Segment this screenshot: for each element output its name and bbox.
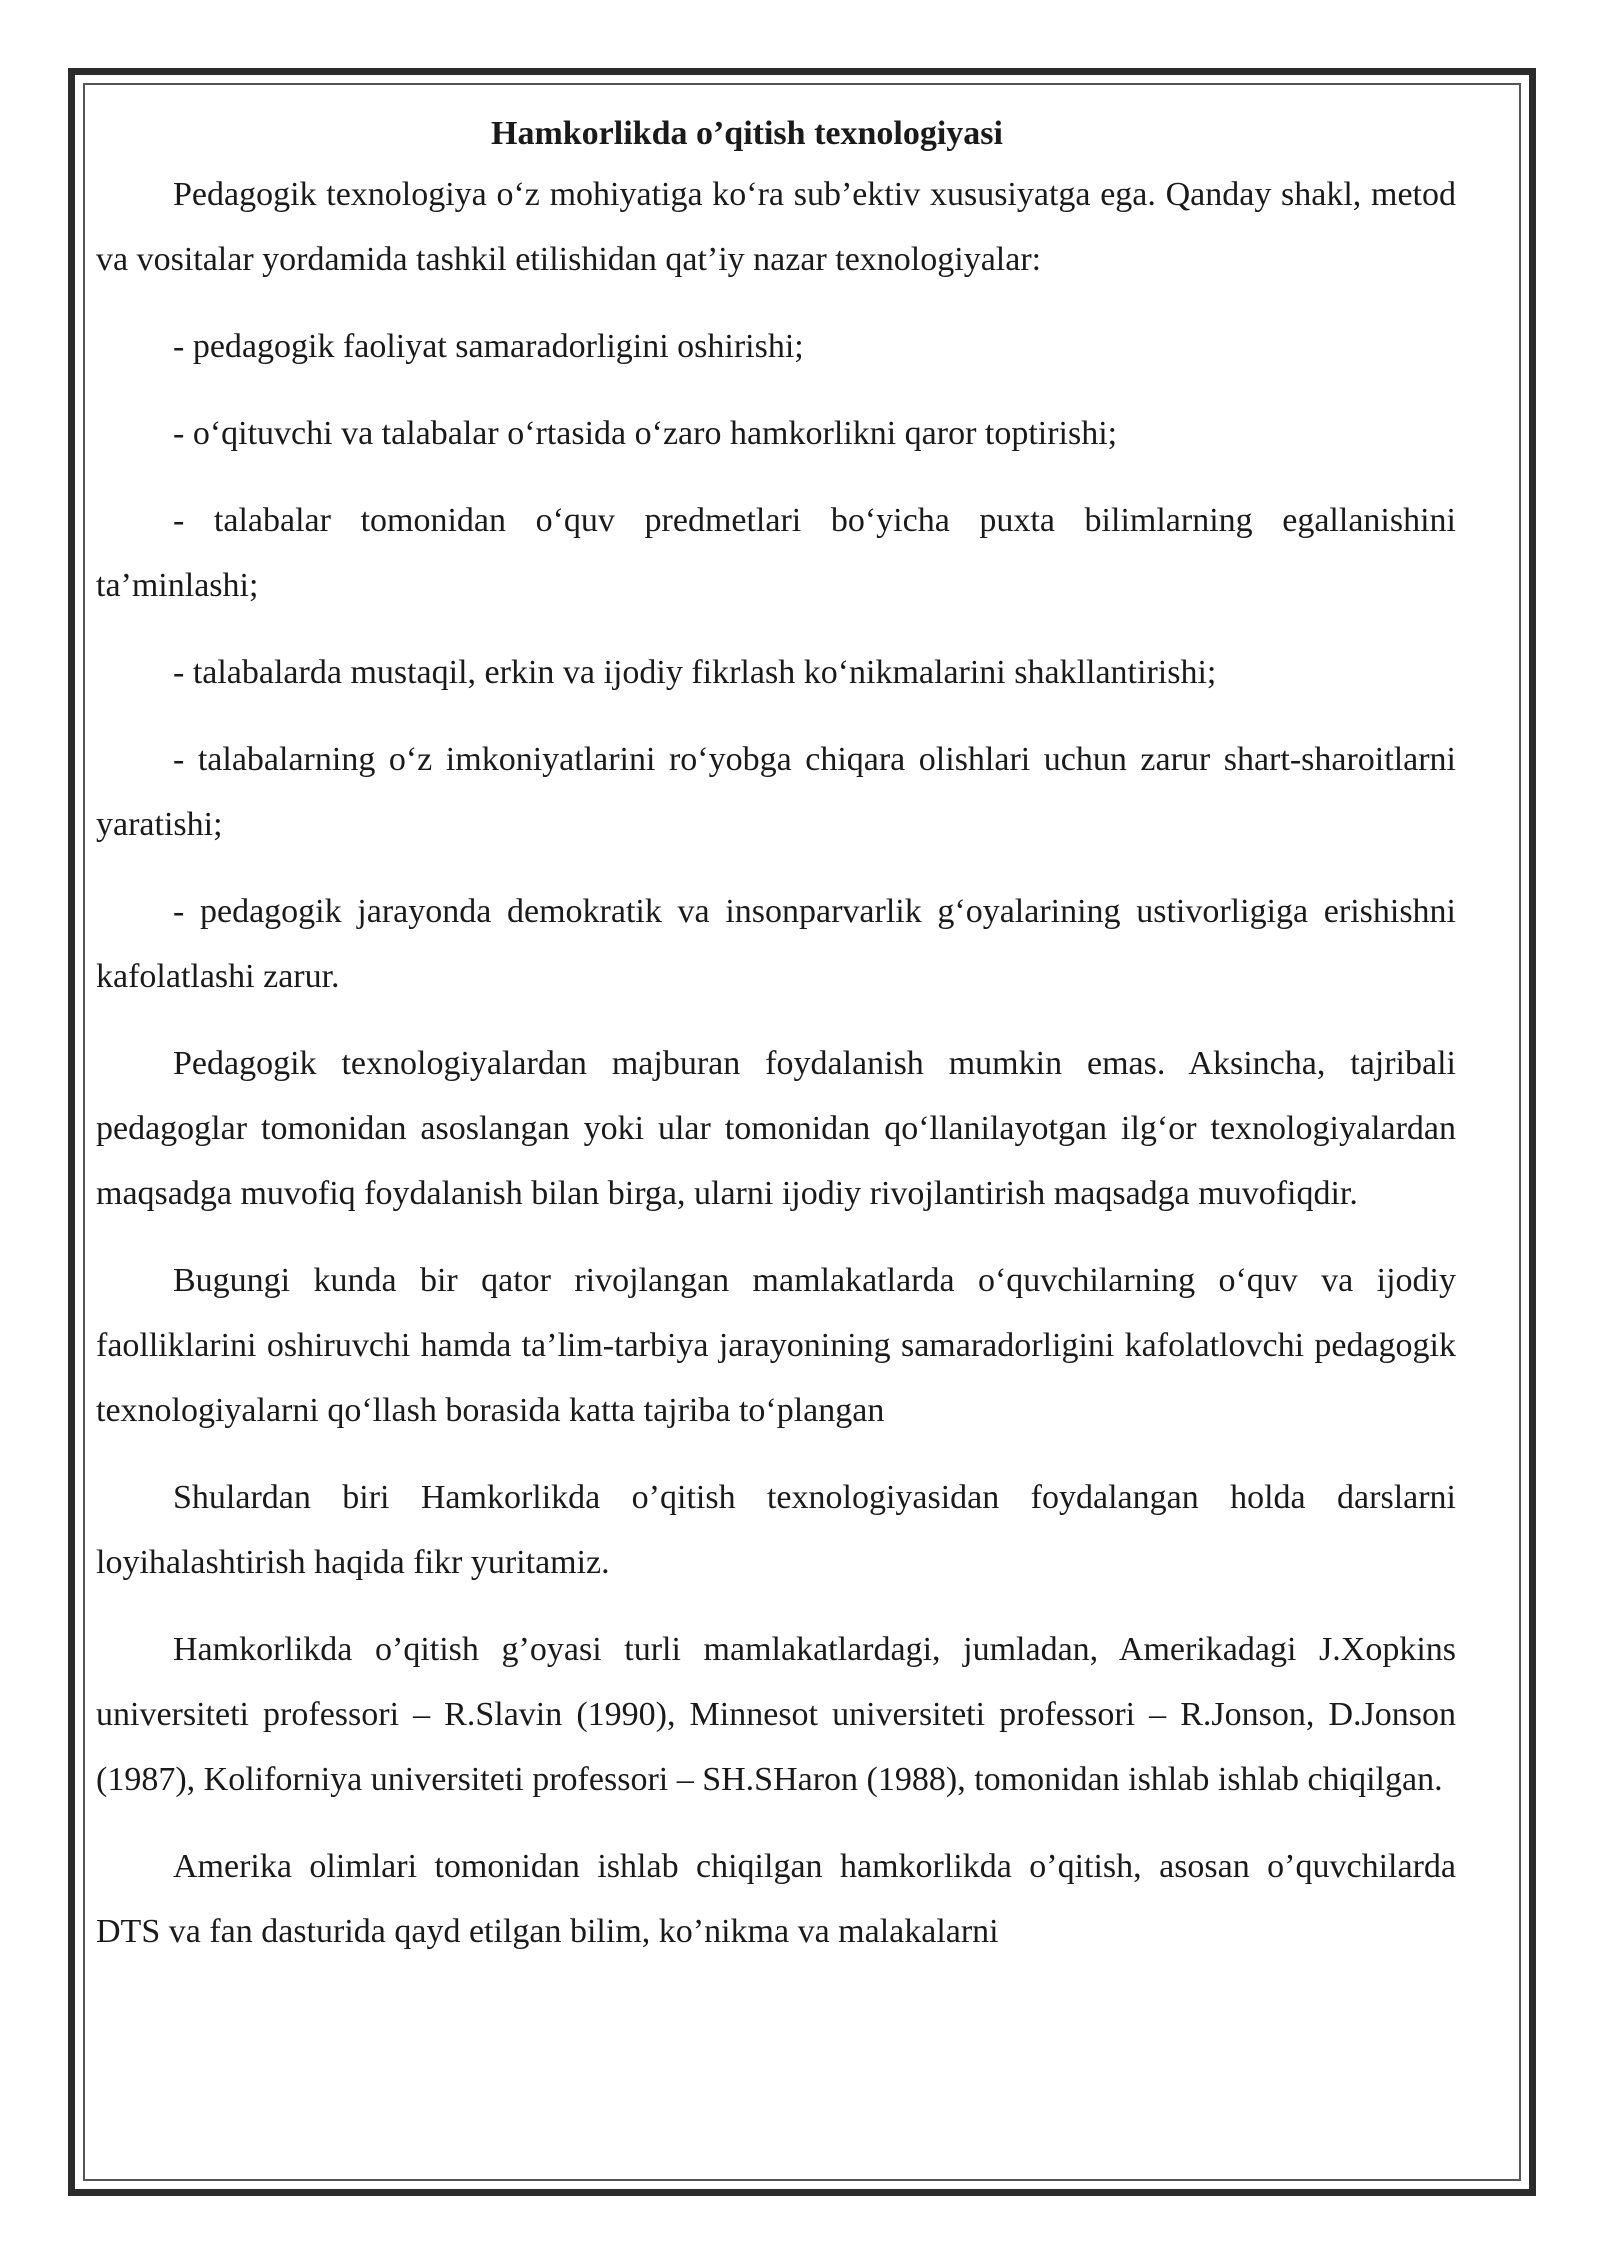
list-item: - pedagogik faoliyat samaradorligini oshirishi; xyxy=(173,328,804,365)
list-item: - talabalarda mustaqil, erkin va ijodiy fikrlash ko‘nikmalarini shakllantirishi; xyxy=(173,654,1217,691)
paragraph: Shulardan biri Hamkorlikda o’qitish texnologiyasidan foydalangan holda darslarni loyihalashtirish haqida fikr yuritamiz. xyxy=(96,1479,1456,1581)
paragraph: Hamkorlikda o’qitish g’oyasi turli mamlakatlardagi, jumladan, Amerikadagi J.Xopkins universiteti professori – R.Slavin (1990), Minnesot universiteti professori – R.Jonson, D.Jonson (1987), Koliforniya universiteti professori – SH.SHaron (1988), tomonidan ishlab ishlab chiqilgan. xyxy=(96,1631,1456,1798)
paragraph: Amerika olimlari tomonidan ishlab chiqilgan hamkorlikda o’qitish, asosan o’quvchilarda DTS va fan dasturida qayd etilgan bilim, ko’nikma va malakalarni xyxy=(96,1848,1456,1950)
document-title: Hamkorlikda o’qitish texnologiyasi xyxy=(491,115,1003,152)
paragraph: Bugungi kunda bir qator rivojlangan mamlakatlarda o‘quvchilarning o‘quv va ijodiy faolliklarini oshiruvchi hamda ta’lim-tarbiya jarayonining samaradorligini kafolatlovchi pedagogik texnologiyalarni qo‘llash borasida katta tajriba to‘plangan xyxy=(96,1262,1456,1429)
list-item: - o‘qituvchi va talabalar o‘rtasida o‘zaro hamkorlikni qaror toptirishi; xyxy=(173,415,1118,452)
paragraph: Pedagogik texnologiyalardan majburan foydalanish mumkin emas. Aksincha, tajribali pedagoglar tomonidan asoslangan yoki ular tomonidan qo‘llanilayotgan ilg‘or texnologiyalardan maqsadga muvofiq foydalanish bilan birga, ularni ijodiy rivojlantirish maqsadga muvofiqdir. xyxy=(96,1045,1456,1212)
list-item: - talabalarning o‘z imkoniyatlarini ro‘yobga chiqara olishlari uchun zarur shart-sharoitlarni yaratishi; xyxy=(96,741,1456,843)
document-body xyxy=(96,112,1456,1986)
paragraph-intro: Pedagogik texnologiya o‘z mohiyatiga ko‘ra sub’ektiv xususiyatga ega. Qanday shakl, metod va vositalar yordamida tashkil etilishidan qat’iy nazar texnologiyalar: xyxy=(96,176,1456,278)
list-item: - pedagogik jarayonda demokratik va insonparvarlik g‘oyalarining ustivorligiga erishishni kafolatlashi zarur. xyxy=(96,893,1456,995)
list-item: - talabalar tomonidan o‘quv predmetlari bo‘yicha puxta bilimlarning egallanishini ta’minlashi; xyxy=(96,502,1456,604)
